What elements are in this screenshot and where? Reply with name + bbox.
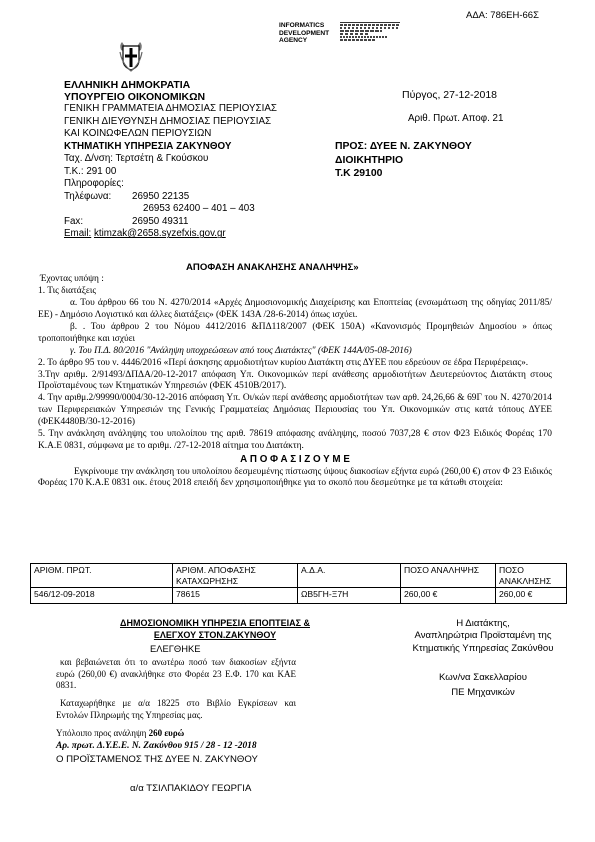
item-4: 4. Την αριθμ.2/99990/0004/30-12-2016 απόφαση Υπ. Οι/κών περί ανάθεσης αρμοδιοτήτων των αρθ. 24,26,66 & 69Γ του Ν. 4270/2014 των Περιφερειακών Υπηρεσιών της Γενικής Γραμματείας Δημόσιας Περιουσίας του Υπ. Οικονομικών στις κατά τόπους ΔΥΕΕ (ΦΕΚ4480Β/30-12-2016): [38, 393, 552, 428]
table-header: ΑΡΙΘΜ. ΑΠΟΦΑΣΗΣ ΚΑΤΑΧΩΡΗΣΗΣ: [173, 564, 298, 588]
dyee-signer: α/α ΤΣΙΛΠΑΚΙΔΟΥ ΓΕΩΡΓΙΑ: [130, 783, 252, 794]
item-1a: α. Του άρθρου 66 του Ν. 4270/2014 «Αρχές Δημοσιονομικής Διαχείρισης και Εποπτείας (ενσωμάτωση της οδηγίας 2011/85/ΕΕ) - Δημόσιο Λογιστικό και άλλες διατάξεις» (ΦΕΚ 143Α /28-6-2014) όπως ισχύει.: [38, 297, 552, 320]
table-cell: 78615: [173, 588, 298, 604]
table-header: Α.Δ.Α.: [298, 564, 401, 588]
table-header-row: [31, 564, 567, 588]
republic-label: ΕΛΛΗΝΙΚΗ ΔΗΜΟΚΡΑΤΙΑ: [64, 79, 191, 91]
checked-label: ΕΛΕΓΘΗΚΕ: [150, 643, 201, 654]
phones-label: Τηλέφωνα:: [64, 190, 112, 202]
service-name: ΚΤΗΜΑΤΙΚΗ ΥΠΗΡΕΣΙΑ ΖΑΚΥΝΘΟΥ: [64, 140, 232, 152]
item-1b: β. . Του άρθρου 2 του Νόμου 4412/2016 &ΠΔ118/2007 (ΦΕΚ 150Α) «Κανονισμός Προμηθειών Δημοσίου » όπως τροποποιήθηκε και ισχύει: [38, 321, 552, 344]
issuer-block: Η Διατάκτης, Αναπληρώτρια Προϊσταμένη της Κτηματικής Υπηρεσίας Ζακύνθου: [412, 618, 554, 654]
sender-block: [64, 79, 364, 241]
table-cell: ΩΒ5ΓΗ-Ξ7Η: [298, 588, 401, 604]
protocol-number: Αριθ. Πρωτ. Αποφ. 21: [408, 113, 504, 124]
ida-logo-mark: [340, 22, 400, 42]
address: Ταχ. Δ/νση: Τερτσέτη & Γκούσκου: [64, 153, 209, 165]
fax-number: 26950 49311: [132, 215, 189, 227]
place-date: Πύργος, 27-12-2018: [402, 89, 497, 101]
verification-text: και βεβαιώνεται ότι το ανωτέρω ποσό των διακοσίων εξήντα ευρώ (260,00 €) ανακλήθηκε στο Φορέα 23 Ε.Φ. 170 και ΚΑΕ 0831.: [56, 657, 296, 691]
coat-of-arms-icon: [118, 40, 144, 72]
dyee-reference: Αρ. πρωτ. Δ.Υ.Ε.Ε. Ν. Ζακύνθου 915 / 28 - 12 -2018: [56, 741, 257, 751]
table-header: ΑΡΙΘΜ. ΠΡΩΤ.: [31, 564, 173, 588]
table-cell: 260,00 €: [401, 588, 496, 604]
recipient-to: ΠΡΟΣ: ΔΥΕΕ Ν. ΖΑΚΥΝΘΟΥ: [335, 141, 472, 152]
decide-heading: Α Π Ο Φ Α Σ Ι Ζ Ο Υ Μ Ε: [240, 454, 350, 466]
phone-2: 26953 62400 – 401 – 403: [143, 203, 255, 215]
table-header: ΠΟΣΟ ΑΝΑΛΗΨΗΣ: [401, 564, 496, 588]
ministry-label: ΥΠΟΥΡΓΕΙΟ ΟΙΚΟΝΟΜΙΚΩΝ: [64, 91, 206, 104]
recipient-block: [335, 140, 472, 181]
item-1c: γ. Του Π.Δ. 80/2016 "Ανάληψη υποχρεώσεων από τους Διατάκτες" (ΦΕΚ 144Α/05-08-2016): [70, 345, 412, 356]
sender-line-1: ΓΕΝΙΚΗ ΓΡΑΜΜΑΤΕΙΑ ΔΗΜΟΣΙΑΣ ΠΕΡΙΟΥΣΙΑΣ: [64, 103, 277, 115]
table-row: [31, 588, 567, 604]
item-3: 3.Την αριθμ. 2/91493/ΔΠΔΑ/20-12-2017 απόφαση Υπ. Οικονομικών περί ανάθεσης αρμοδιοτήτων Δευτερεύοντος Διατάκτη στους Προϊσταμένους των Κτηματικών Υπηρεσιών (ΦΕΚ 4510Β/2017).: [38, 369, 552, 392]
issuer-signature: [392, 670, 574, 701]
ada-code: ΑΔΑ: 786ΕΗ-66Σ: [466, 10, 539, 21]
balance-line: Υπόλοιπο προς ανάληψη 260 ευρώ: [56, 728, 185, 738]
table-cell: 260,00 €: [496, 588, 567, 604]
item-2: 2. Το άρθρο 95 του ν. 4446/2016 «Περί άσκησης αρμοδιοτήτων κυρίου Διατάκτη στις ΔΥΕΕ που εδρεύουν σε έδρα Περιφέρειας».: [38, 357, 529, 368]
registration-text: Καταχωρήθηκε με α/α 18225 στο Βιβλίο Εγκρίσεων και Εντολών Πληρωμής της Υπηρεσίας μας.: [56, 698, 296, 720]
dyee-head: Ο ΠΡΟΪΣΤΑΜΕΝΟΣ ΤΗΣ ΔΥΕΕ Ν. ΖΑΚΥΝΘΟΥ: [56, 754, 258, 765]
sender-line-2: ΓΕΝΙΚΗ ΔΙΕΥΘΥΝΣΗ ΔΗΜΟΣΙΑΣ ΠΕΡΙΟΥΣΙΑΣ: [64, 115, 272, 127]
issuer-name: Κων/να Σακελλαρίου: [439, 672, 527, 683]
item-5: 5. Την ανάκληση ανάληψης του υπολοίπου της αριθ. 78619 απόφασης ανάληψης, ποσού 7037,28 € στον Φ23 Ειδικός Φορέας 170 Κ.Α.Ε 0831, σύμφωνα με το αριθμ. /27-12-2018 αίτημα του Διατάκτη.: [38, 429, 552, 452]
postal-code: Τ.Κ.: 291 00: [64, 165, 117, 177]
item-1: 1. Τις διατάξεις: [38, 285, 97, 296]
sender-line-3: ΚΑΙ ΚΟΙΝΩΦΕΛΩΝ ΠΕΡΙΟΥΣΙΩΝ: [64, 128, 212, 140]
phone-1: 26950 22135: [132, 190, 190, 202]
dyee-title: ΔΗΜΟΣΙΟΝΟΜΙΚΗ ΥΠΗΡΕΣΙΑ ΕΠΟΠΤΕΙΑΣ & ΕΛΕΓΧΟΥ ΣΤΟΝ.ΖΑΚΥΝΘΟΥ: [119, 618, 310, 640]
decision-text: Εγκρίνουμε την ανάκληση του υπολοίπου δεσμευμένης πίστωσης ύψους διακοσίων εξήντα ευρώ (260,00 €) στον Φ 23 Ειδικός Φορέας 170 Κ.Α.Ε 0831 οικ. έτους 2018 επειδή δεν χρησιμοποιήθηκε για το σκοπό που δεσμεύτηκε με τα κάτωθι στοιχεία:: [38, 466, 552, 489]
email-link[interactable]: ktimzak@2658.syzefxis.gov.gr: [93, 228, 226, 240]
fax-label: Fax:: [64, 215, 84, 227]
email-label: Email:: [64, 228, 92, 240]
having-regard: Έχοντας υπόψη :: [40, 274, 104, 284]
info-label: Πληροφορίες:: [64, 178, 124, 190]
table-header: ΠΟΣΟ ΑΝΑΚΛΗΣΗΣ: [496, 564, 567, 588]
document-title: ΑΠΟΦΑΣΗ ΑΝΑΚΛΗΣΗΣ ΑΝΑΛΗΨΗΣ»: [186, 262, 359, 273]
body-text: [38, 274, 552, 490]
table-cell: 546/12-09-2018: [31, 588, 173, 604]
recipient-dept: ΔΙΟΙΚΗΤΗΡΙΟ: [335, 154, 404, 166]
issuer-title: ΠΕ Μηχανικών: [451, 687, 515, 699]
recipient-postal: Τ.Κ 29100: [335, 168, 383, 180]
commitment-table: [30, 563, 567, 604]
ida-logo-text: INFORMATICS DEVELOPMENT AGENCY: [279, 22, 330, 45]
